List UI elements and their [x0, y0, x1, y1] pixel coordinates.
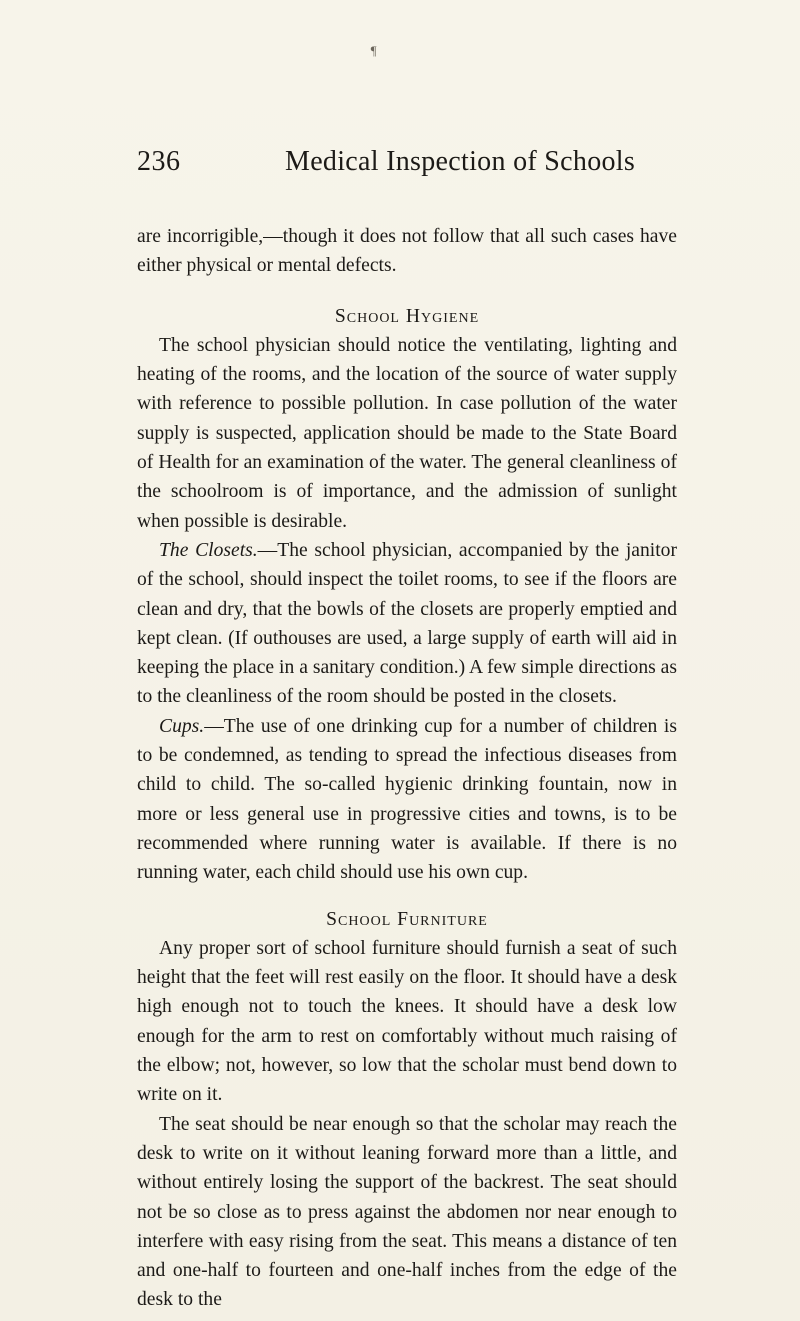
intro-paragraph: are incorrigible,—though it does not follow that all such cases have either physical or mental defects. — [137, 226, 677, 277]
hygiene-paragraph: The school physician should notice the ventilating, lighting and heating of the rooms, and the location of the source of water supply with reference to possible pollution. In case pollution of the water supply is suspected, application should be made to the State Board of Health for an examination of the water. The general cleanliness of the schoolroom is of importance, and the admission of sunlight when possible is desirable. — [137, 334, 677, 532]
running-head: Medical Inspection of Schools — [285, 146, 636, 177]
furniture-paragraph-2: The seat should be near enough so that the scholar may reach the desk to write on it without leaning forward more than a little, and without entirely losing the support of the backrest. The seat should not be so close as to press against the abdomen nor near enough to interfere with easy rising from the seat. This means a distance of ten and one-half to fourteen and one-half inches from the edge of the desk to the — [137, 1113, 677, 1311]
page-mark: ¶ — [370, 43, 377, 58]
furniture-paragraph-1: Any proper sort of school furniture should furnish a seat of such height that the feet will rest easily on the floor. It should have a desk high enough not to touch the knees. It should have a desk low enough for the arm to rest on comfortably without much raising of the elbow; not, however, so low that the scholar must bend down to write on it. — [137, 937, 677, 1106]
section-heading-school-furniture: School Furniture — [326, 908, 488, 930]
section-heading-school-hygiene: School Hygiene — [334, 305, 480, 327]
page-header — [137, 146, 677, 186]
cups-text: —The use of one drinking cup for a number of children is to be condemned, as tending to spread the infectious diseases from child to child. The so-called hygienic drinking fountain, now in more or less general use in progressive cities and towns, is to be recommended where running water is available. If there is no running water, each child should use his own cup. — [137, 715, 677, 884]
closets-lead-in: The Closets. — [159, 539, 258, 561]
closets-paragraph — [137, 536, 677, 712]
page-number: 236 — [137, 146, 181, 177]
cups-lead-in: Cups. — [159, 715, 205, 737]
page-body — [137, 222, 677, 1315]
closets-text: —The school physician, accompanied by the janitor of the school, should inspect the toilet rooms, to see if the floors are clean and dry, that the bowls of the closets are properly emptied and kept clean. (If outhouses are used, a large supply of earth will aid in keeping the place in a sanitary condition.) A few simple directions as to the cleanliness of the room should be posted in the closets. — [137, 539, 677, 708]
cups-paragraph — [137, 712, 677, 888]
